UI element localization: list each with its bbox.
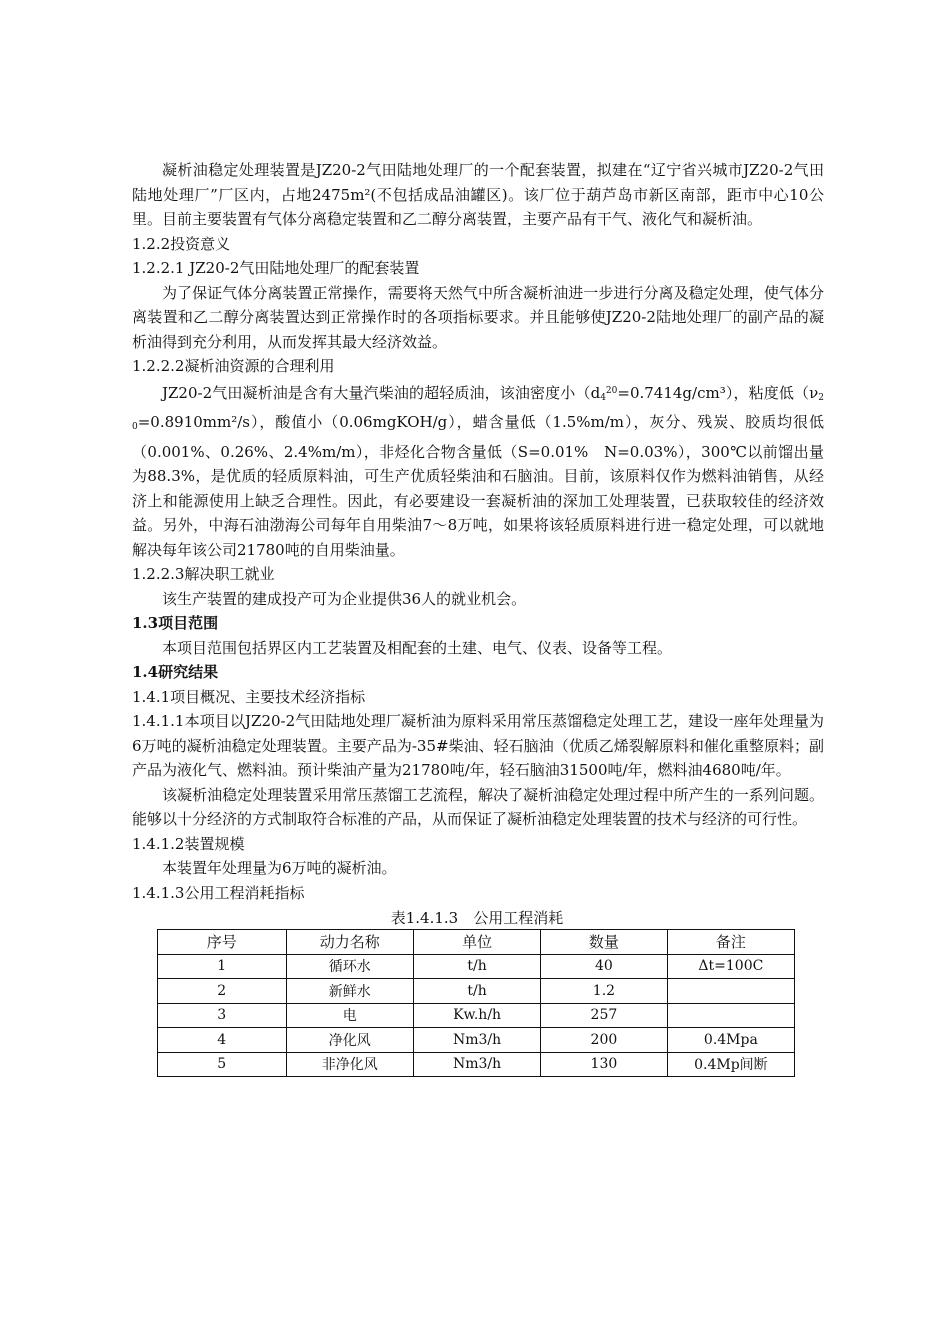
header-cell: 单位 [414, 930, 541, 955]
heading-1-3: 1.3项目范围 [132, 614, 219, 632]
utility-consumption-table [157, 929, 795, 1077]
table-row [158, 954, 795, 979]
paragraph-1-4-1-2: 本装置年处理量为6万吨的凝析油。 [162, 859, 397, 877]
paragraph-1-3: 本项目范围包括界区内工艺装置及相配套的土建、电气、仪表、设备等工程。 [162, 638, 673, 657]
table-header-row [158, 930, 795, 955]
table-cell: 电 [286, 1003, 414, 1028]
header-cell: 动力名称 [286, 930, 414, 955]
table-row [158, 1052, 795, 1077]
table-cell: 130 [541, 1052, 668, 1077]
table-row [158, 1028, 795, 1053]
table-cell: 1 [158, 954, 287, 979]
table-cell: 0.4Mp间断 [667, 1052, 794, 1077]
table-cell: Δt=100C [667, 954, 794, 979]
table-row [158, 1003, 795, 1028]
table-cell: 200 [541, 1028, 668, 1053]
heading-1-2-2-3: 1.2.2.3解决职工就业 [132, 565, 275, 583]
paragraph-1-4-1-1: 1.4.1.1本项目以JZ20-2气田陆地处理厂凝析油为原料采用常压蒸馏稳定处理工艺，建设一座年处理量为6万吨的凝析油稳定处理装置。主要产品为-35#柴油、轻石脑油（优质乙烯裂解原料和催化重整原料；副产品为液化气、燃料油。预计柴油产量为21780吨/年，轻石脑油31500吨/年，燃料油4680吨/年。 [132, 712, 824, 779]
heading-1-2-2: 1.2.2投资意义 [132, 234, 231, 253]
table-cell: 5 [158, 1052, 287, 1077]
table-cell: t/h [414, 954, 541, 979]
paragraph-1-2-2-2-part-c: =0.8910mm²/s），酸值小（0.06mgKOH/g），蜡含量低（1.5%m/m），灰分、残炭、胶质均很低（0.001%、0.26%、2.4%m/m），非烃化合物含量低（S=0.01% N=0.03%），300℃以前馏出量为88.3%，是优质的轻质原料油，可生产优质轻柴油和石脑油。目前，该原料仅作为燃料油销售，从经济上和能源使用上缺乏合理性。因此，有必要建设一套凝析油的深加工处理装置，已获取较佳的经济效益。另外，中海石油渤海公司每年自用柴油7～8万吨，如果将该轻质原料进行进一稳定处理，可以就地解决每年该公司21780吨的自用柴油量。 [132, 413, 824, 559]
density-superscript: 20 [605, 385, 618, 396]
density-subscript: 4 [600, 392, 606, 403]
document-page [132, 158, 824, 1077]
paragraph-1-2-2-2 [132, 379, 824, 563]
heading-1-2-2-1: 1.2.2.1 JZ20-2气田陆地处理厂的配套装置 [132, 259, 420, 277]
table-cell: 循环水 [286, 954, 414, 979]
heading-1-4-1: 1.4.1项目概况、主要技术经济指标 [132, 687, 366, 706]
table-cell [667, 1003, 794, 1028]
intro-paragraph: 凝析油稳定处理装置是JZ20-2气田陆地处理厂的一个配套装置，拟建在“辽宁省兴城市JZ20-2气田陆地处理厂”厂区内，占地2475m²(不包括成品油罐区)。该厂位于葫芦岛市新区南部，距市中心10公里。目前主要装置有气体分离稳定装置和乙二醇分离装置，主要产品有干气、液化气和凝析油。 [132, 161, 824, 228]
table-cell: 净化风 [286, 1028, 414, 1053]
heading-1-4-1-3: 1.4.1.3公用工程消耗指标 [132, 883, 305, 902]
table-cell: 非净化风 [286, 1052, 414, 1077]
table-cell: 257 [541, 1003, 668, 1028]
paragraph-1-2-2-3: 该生产装置的建成投产可为企业提供36人的就业机会。 [162, 589, 527, 608]
paragraph-1-2-2-2-part-b: =0.7414g/cm³），粘度低（ν [617, 383, 819, 402]
table-cell: t/h [414, 979, 541, 1004]
header-cell: 备注 [667, 930, 794, 955]
heading-1-4: 1.4研究结果 [132, 663, 219, 681]
heading-1-2-2-2: 1.2.2.2凝析油资源的合理利用 [132, 357, 335, 375]
table-cell: 3 [158, 1003, 287, 1028]
heading-1-4-1-2: 1.4.1.2装置规模 [132, 834, 245, 853]
header-cell: 序号 [158, 930, 287, 955]
table-cell: 4 [158, 1028, 287, 1053]
table-cell: 2 [158, 979, 287, 1004]
table-cell: 0.4Mpa [667, 1028, 794, 1053]
header-cell: 数量 [541, 930, 668, 955]
table-caption: 表1.4.1.3 公用工程消耗 [390, 909, 564, 927]
table-cell: 新鲜水 [286, 979, 414, 1004]
table-cell: Nm3/h [414, 1028, 541, 1053]
table-cell: Kw.h/h [414, 1003, 541, 1028]
table-cell: 40 [541, 954, 668, 979]
table-row [158, 979, 795, 1004]
paragraph-1-4-1-1-b: 该凝析油稳定处理装置采用常压蒸馏工艺流程，解决了凝析油稳定处理过程中所产生的一系列问题。能够以十分经济的方式制取符合标准的产品，从而保证了凝析油稳定处理装置的技术与经济的可行性。 [132, 785, 824, 828]
table-cell: Nm3/h [414, 1052, 541, 1077]
viscosity-subscript: 20 [132, 392, 825, 432]
table-cell: 1.2 [541, 979, 668, 1004]
table-cell [667, 979, 794, 1004]
paragraph-1-2-2-1: 为了保证气体分离装置正常操作，需要将天然气中所含凝析油进一步进行分离及稳定处理，使气体分离装置和乙二醇分离装置达到正常操作时的各项指标要求。并且能够使JZ20-2陆地处理厂的副产品的凝析油得到充分利用，从而发挥其最大经济效益。 [132, 283, 824, 351]
paragraph-1-2-2-2-part-a: JZ20-2气田凝析油是含有大量汽柴油的超轻质油，该油密度小（d [162, 383, 601, 402]
